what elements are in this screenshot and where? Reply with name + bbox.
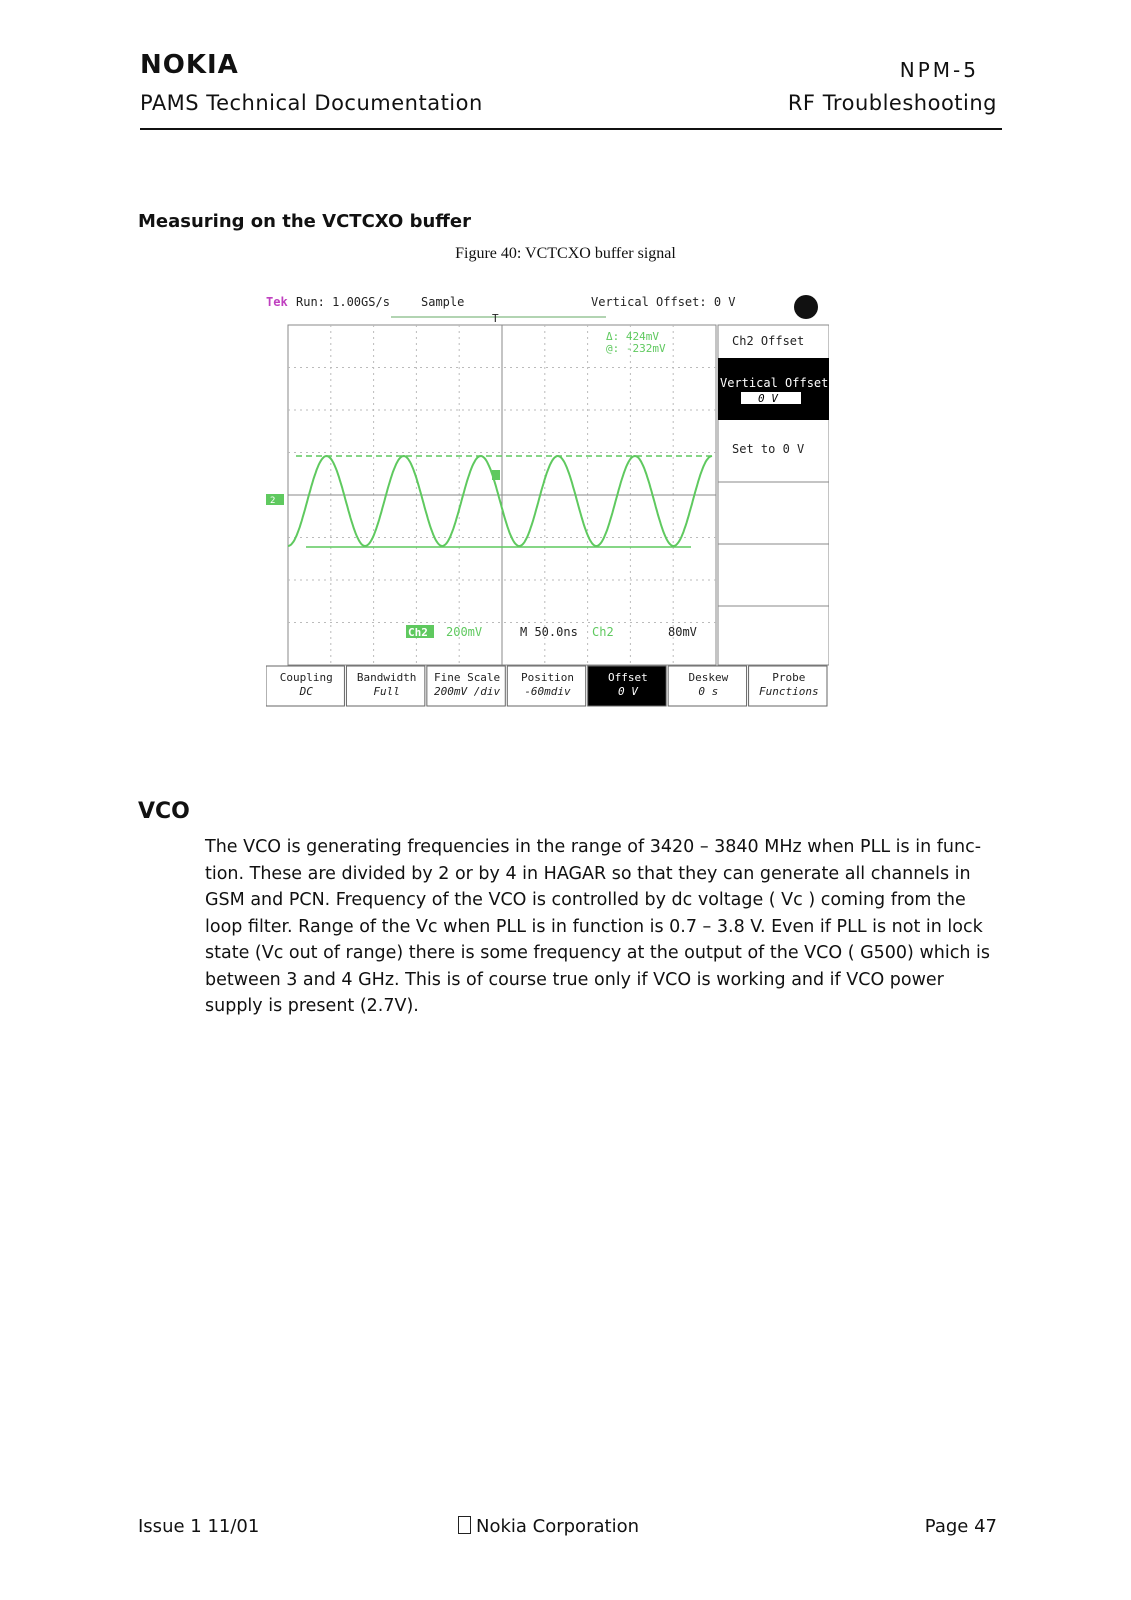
- copyright-glyph: [458, 1516, 471, 1534]
- section-title: RF Troubleshooting: [787, 91, 997, 115]
- bottom-menu-label: Position: [521, 671, 574, 684]
- vertical-offset-readout: Vertical Offset: 0 V: [591, 295, 736, 309]
- bottom-menu-deskew: [668, 666, 746, 706]
- bottom-menu-label: Offset: [608, 671, 648, 684]
- side-menu-vertical-offset: Vertical Offset: [720, 376, 829, 390]
- scope-status-dot: [794, 295, 818, 319]
- oscilloscope-screenshot: [266, 292, 829, 722]
- bottom-menu-value: -60mdiv: [524, 685, 571, 698]
- bottom-menu-value: 0 s: [698, 685, 719, 698]
- status-trigger-level: 80mV: [668, 625, 697, 639]
- status-scale: 200mV: [446, 625, 483, 639]
- bottom-menu-label: Probe: [772, 671, 806, 684]
- delta-readout: Δ: 424mV: [606, 330, 659, 343]
- side-menu-set-zero: Set to 0 V: [732, 442, 805, 456]
- acq-mode: Sample: [421, 295, 465, 309]
- footer-copyright: [458, 1516, 639, 1537]
- side-menu: [718, 325, 829, 665]
- vco-paragraph: The VCO is generating frequencies in the range of 3420 – 3840 MHz when PLL is in func-tion. These are divided by 2 or by 4 in HAGAR so that they can generate all channels in GSM and PCN. Frequency of the VCO is controlled by dc voltage ( Vc ) coming from the loop filter. Range of the Vc when PLL is in function is 0.7 – 3.8 V. Even if PLL is not in lock state (Vc out of range) there is some frequency at the output of the VCO ( G500) which is between 3 and 4 GHz. This is of course true only if VCO is working and if VCO power supply is present (2.7V).: [205, 837, 990, 1016]
- bottom-menu-offset: [588, 666, 666, 706]
- channel-marker: 2: [270, 496, 276, 506]
- bottom-menu-label: Fine Scale: [433, 671, 501, 684]
- footer-copyright-text: Nokia Corporation: [476, 1516, 639, 1537]
- bottom-menu-coupling: [266, 666, 344, 706]
- bottom-menu-label: Bandwidth: [356, 671, 417, 684]
- model-number: NPM-5: [899, 58, 979, 82]
- bottom-menu-fine-scale: [427, 666, 505, 706]
- status-channel: Ch2: [408, 626, 428, 639]
- bottom-menu-value: 200mV /div: [433, 685, 501, 698]
- side-menu-offset-value: 0 V: [758, 392, 778, 405]
- bottom-menu-value: Functions: [758, 685, 819, 698]
- side-menu-ch2-offset: Ch2 Offset: [732, 334, 805, 348]
- status-trigger-channel: Ch2: [592, 625, 614, 639]
- header-rule: [140, 128, 1002, 130]
- bottom-menu-value: Full: [373, 685, 400, 698]
- bottom-menu: [266, 666, 827, 706]
- subheading: Measuring on the VCTCXO buffer: [138, 211, 471, 232]
- bottom-menu-position: [507, 666, 585, 706]
- run-status: Run: 1.00GS/s: [296, 295, 390, 309]
- bottom-menu-label: Deskew: [688, 671, 729, 684]
- tek-brand: Tek: [266, 295, 288, 309]
- document-title: PAMS Technical Documentation: [140, 91, 483, 115]
- trigger-marker: T: [492, 312, 499, 325]
- vco-heading: VCO: [138, 799, 190, 824]
- bottom-menu-bandwidth: [346, 666, 424, 706]
- bottom-menu-probe: [749, 666, 827, 706]
- status-timebase: M 50.0ns: [520, 625, 578, 639]
- figure-caption: Figure 40: VCTCXO buffer signal: [455, 245, 676, 262]
- trigger-position-marker: [492, 470, 500, 480]
- bottom-menu-value: 0 V: [617, 685, 638, 698]
- bottom-menu-value: DC: [299, 685, 313, 698]
- footer-page: Page 47: [924, 1516, 997, 1537]
- nokia-logo: NOKIA: [140, 50, 239, 80]
- at-readout: @: -232mV: [606, 342, 666, 355]
- bottom-menu-label: Coupling: [279, 671, 333, 684]
- footer-issue: Issue 1 11/01: [138, 1516, 260, 1537]
